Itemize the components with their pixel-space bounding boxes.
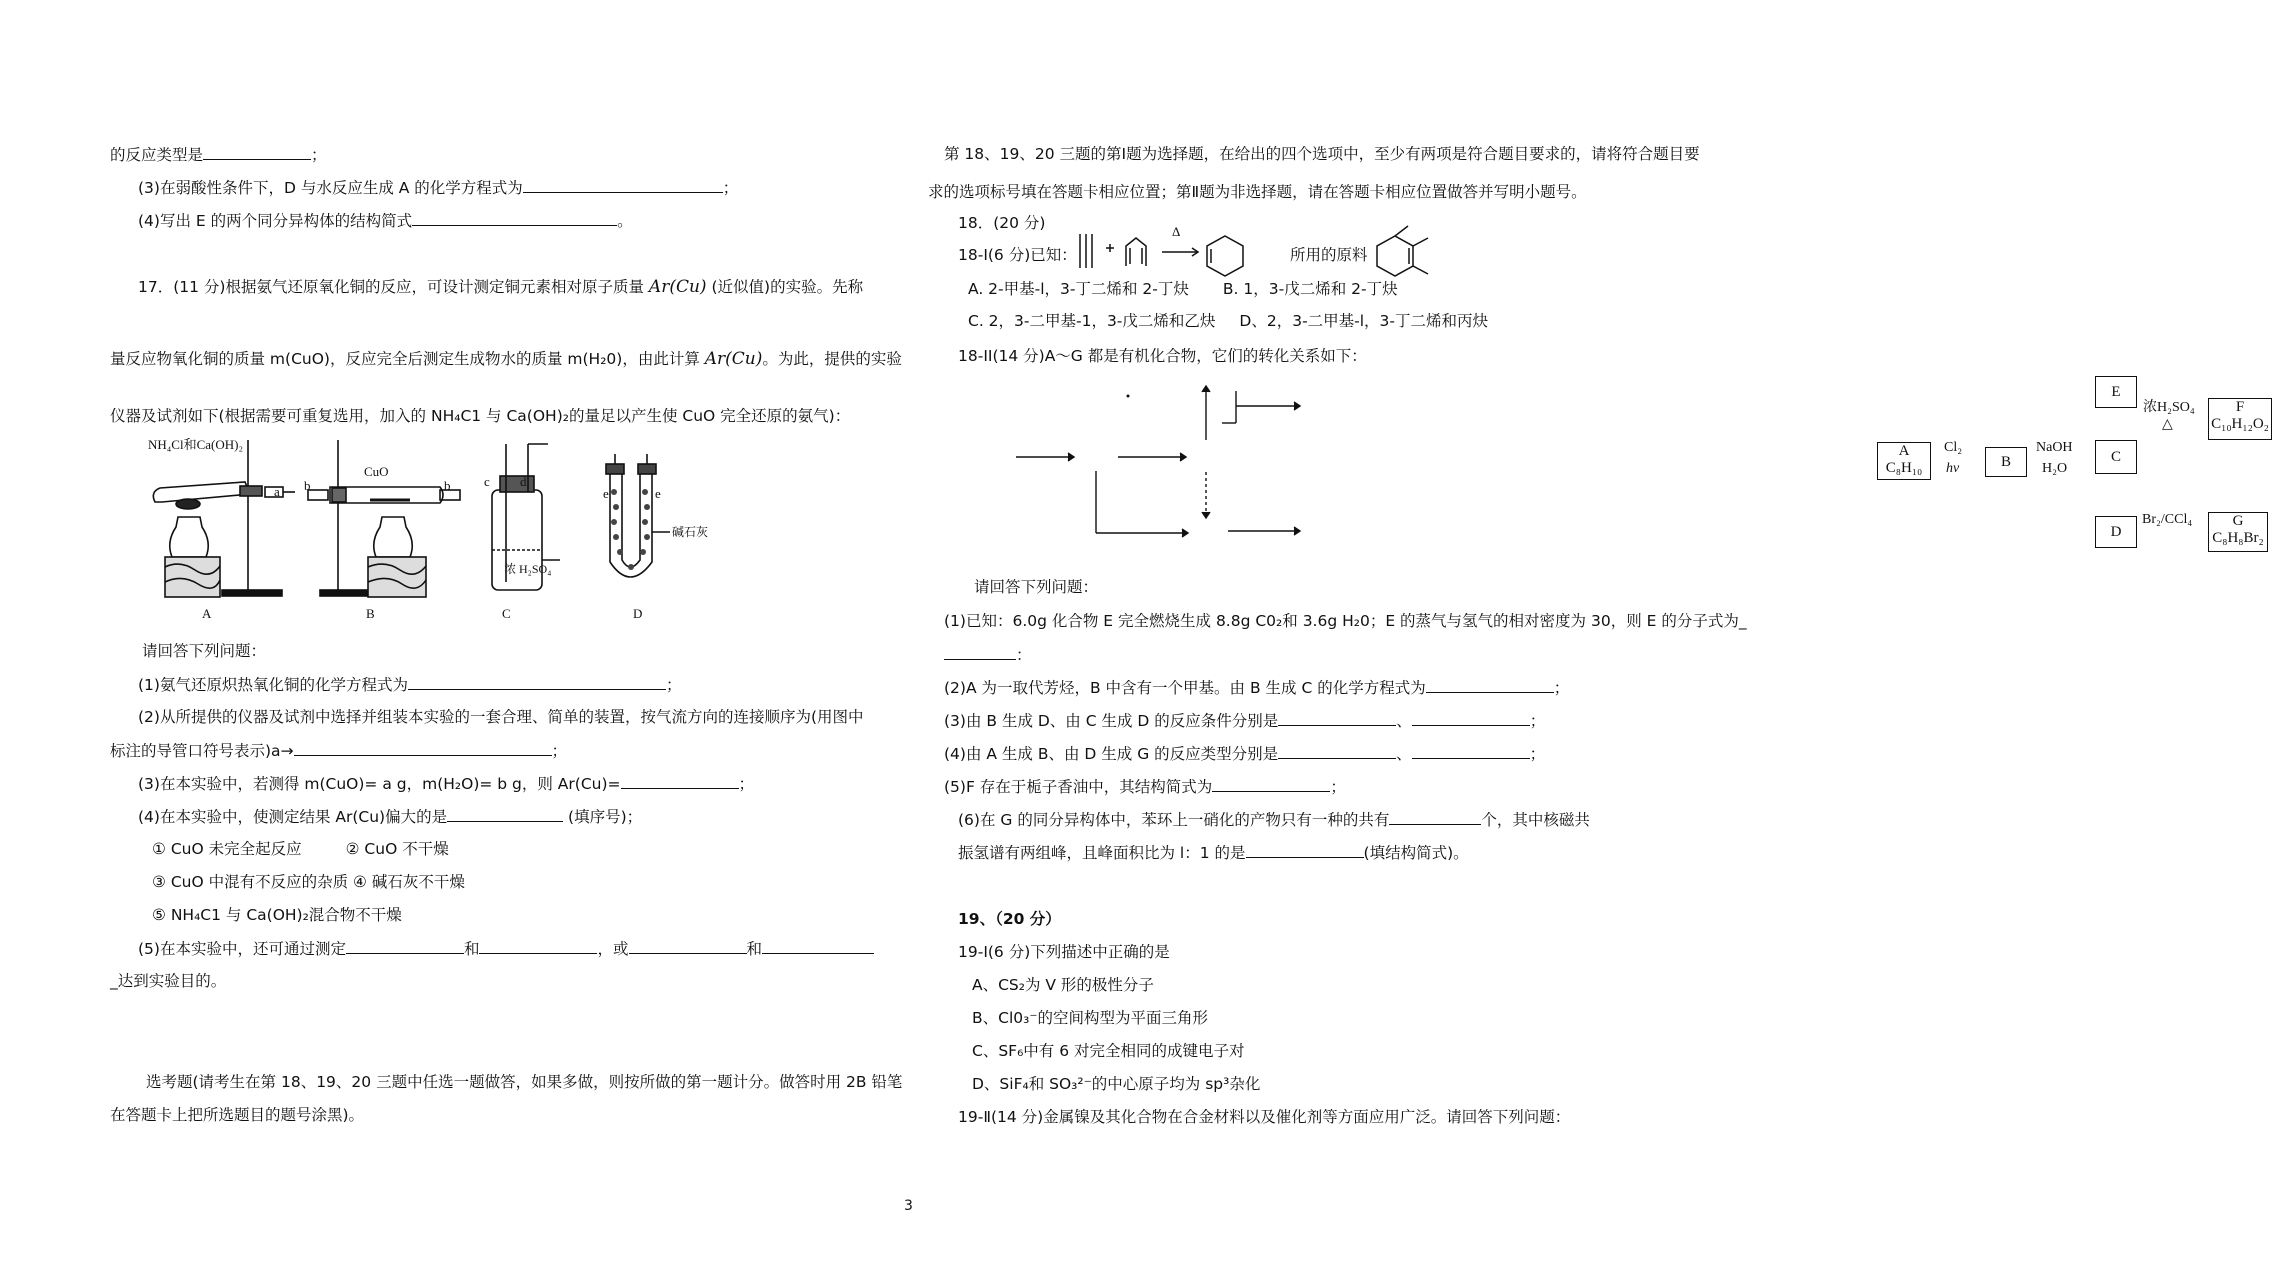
text-line: (2)A 为一取代芳烃，B 中含有一个甲基。由 B 生成 C 的化学方程式为 ； xyxy=(944,676,1569,699)
figure-label: a xyxy=(274,484,280,499)
flow-condition: hv xyxy=(1946,461,1960,476)
text-line: 请回答下列问题： xyxy=(142,642,267,660)
flow-condition: 浓H₂SO₄ xyxy=(2143,400,2195,415)
figure-label: b xyxy=(304,478,311,493)
figure-caption: B xyxy=(366,606,375,621)
answer-blank xyxy=(621,772,739,789)
figure-caption: C xyxy=(502,606,511,621)
text-line: 18-I(6 分)已知： xyxy=(958,246,1077,264)
text-line: (5)在本实验中，还可通过测定 和 ，或 和 xyxy=(138,937,874,960)
figure-label: 碱石灰 xyxy=(672,525,709,539)
answer-blank xyxy=(203,143,311,160)
flow-box-a: A C₈H₁₀ xyxy=(1877,442,1931,480)
question-19-title: 19、（20 分） xyxy=(958,910,1061,928)
figure-label: e xyxy=(603,486,609,501)
text-line: 在答题卡上把所选题目的题号涂黑)。 xyxy=(110,1106,365,1124)
question-17-intro: 17．(11 分)根据氨气还原氧化铜的反应，可设计测定铜元素相对原子质量 Ar(Cu) (近似值)的实验。先称 xyxy=(138,277,864,297)
figure-label: b xyxy=(444,478,451,493)
answer-blank xyxy=(1412,709,1530,726)
option-line: C. 2，3-二甲基-1，3-戊二烯和乙炔 D、2，3-二甲基-l，3-丁二烯和丙炔 xyxy=(968,312,1489,330)
answer-blank xyxy=(1412,742,1530,759)
text-line: 求的选项标号填在答题卡相应位置；第Ⅱ题为非选择题，请在答题卡相应位置做答并写明小题号。 xyxy=(928,183,1587,201)
figure-label: c xyxy=(484,474,490,489)
answer-blank xyxy=(1278,742,1396,759)
text-line: 18-II(14 分)A～G 都是有机化合物，它们的转化关系如下： xyxy=(958,347,1367,365)
text-line: (3)在弱酸性条件下，D 与水反应生成 A 的化学方程式为 ； xyxy=(138,176,738,199)
flow-box-d: D xyxy=(2095,516,2137,548)
figure-caption: A xyxy=(202,606,212,621)
answer-blank xyxy=(479,937,597,954)
answer-blank xyxy=(1212,775,1330,792)
text-line: 选考题(请考生在第 18、19、20 三题中任选一题做答，如果多做，则按所做的第一题计分。做答时用 2B 铅笔 xyxy=(146,1073,903,1091)
option-line: ⑤ NH₄C1 与 Ca(OH)₂混合物不干燥 xyxy=(152,906,402,924)
answer-blank xyxy=(523,176,723,193)
text-line: 仪器及试剂如下(根据需要可重复选用，加入的 NH₄C1 与 Ca(OH)₂的量足以产生使 CuO 完全还原的氨气)： xyxy=(110,407,851,425)
flow-condition: H₂O xyxy=(2042,461,2068,476)
figure-label: e xyxy=(655,486,661,501)
figure-label: NH₄Cl和Ca(OH)₂ xyxy=(148,437,243,452)
flow-condition: NaOH xyxy=(2036,440,2073,455)
text-line: 所用的原料 xyxy=(1290,246,1368,264)
figure-label: 浓 H₂SO₄ xyxy=(504,562,552,576)
flow-box-b: B xyxy=(1985,447,2027,477)
answer-blank xyxy=(1389,808,1481,825)
page-number: 3 xyxy=(904,1198,913,1214)
text-line: 振氢谱有两组峰，且峰面积比为 l：1 的是 (填结构简式)。 xyxy=(958,841,1469,864)
apparatus-figure xyxy=(140,432,700,627)
option-line: C、SF₆中有 6 对完全相同的成键电子对 xyxy=(972,1042,1245,1060)
text-line: 量反应物氧化铜的质量 m(CuO)，反应完全后测定生成物水的质量 m(H₂0)，由此计算 Ar(Cu)。为此，提供的实验 xyxy=(110,349,902,369)
flow-box-f: F C₁₀H₁₂O₂ xyxy=(2208,398,2272,440)
text-line: (3)由 B 生成 D、由 C 生成 D 的反应条件分别是 、 ； xyxy=(944,709,1545,732)
conversion-flow-diagram xyxy=(960,368,1320,558)
flow-condition: △ xyxy=(2162,417,2173,432)
text-line: 19-I(6 分)下列描述中正确的是 xyxy=(958,943,1170,961)
answer-blank xyxy=(412,209,617,226)
option-line: D、SiF₄和 SO₃²⁻的中心原子均为 sp³杂化 xyxy=(972,1075,1261,1093)
text-line: _达到实验目的。 xyxy=(110,972,227,990)
question-18-title: 18．(20 分) xyxy=(958,214,1046,232)
flow-condition: Cl₂ xyxy=(1944,440,1963,455)
diels-alder-reaction xyxy=(1070,222,1450,282)
figure-label: d xyxy=(520,474,527,489)
text-line: (3)在本实验中，若测得 m(CuO)= a g，m(H₂O)= b g，则 Ar(Cu)= ； xyxy=(138,772,754,795)
flow-box-c: C xyxy=(2095,440,2137,474)
answer-blank xyxy=(346,937,464,954)
text-line: (2)从所提供的仪器及试剂中选择并组装本实验的一套合理、简单的装置，按气流方向的连接顺序为(用图中 xyxy=(138,708,864,726)
answer-blank xyxy=(294,739,552,756)
option-line: ① CuO 未完全起反应 ② CuO 不干燥 xyxy=(152,840,449,858)
flow-condition: Br₂/CCl₄ xyxy=(2142,512,2193,527)
option-line: A、CS₂为 V 形的极性分子 xyxy=(972,976,1154,994)
text-line: (4)在本实验中，使测定结果 Ar(Cu)偏大的是 (填序号)； xyxy=(138,805,642,828)
text-line: (1)氨气还原炽热氧化铜的化学方程式为 ； xyxy=(138,673,681,696)
answer-blank xyxy=(1426,676,1554,693)
option-line: A. 2-甲基-l，3-丁二烯和 2-丁炔 B. 1，3-戊二烯和 2-丁炔 xyxy=(968,280,1398,298)
figure-label: CuO xyxy=(364,464,389,479)
text-line: 19-Ⅱ(14 分)金属镍及其化合物在合金材料以及催化剂等方面应用广泛。请回答下列问题： xyxy=(958,1108,1571,1126)
text-line: 第 18、19、20 三题的第Ⅰ题为选择题，在给出的四个选项中，至少有两项是符合题目要求的，请将符合题目要 xyxy=(944,145,1700,163)
option-line: B、Cl0₃⁻的空间构型为平面三角形 xyxy=(972,1009,1209,1027)
answer-blank xyxy=(1246,841,1364,858)
text-line: ： xyxy=(944,643,1032,666)
text-line: 的反应类型是 ； xyxy=(110,143,327,166)
text-line: (5)F 存在于栀子香油中，其结构简式为 ； xyxy=(944,775,1346,798)
answer-blank xyxy=(408,673,666,690)
text-line: (1)已知：6.0g 化合物 E 完全燃烧生成 8.8g C0₂和 3.6g H₂0；E 的蒸气与氢气的相对密度为 30，则 E 的分子式为_ xyxy=(944,612,1747,630)
text-line: 请回答下列问题： xyxy=(974,578,1099,596)
answer-blank xyxy=(944,643,1016,660)
text-line: 标注的导管口符号表示)a→ ； xyxy=(110,739,567,762)
option-line: ③ CuO 中混有不反应的杂质 ④ 碱石灰不干燥 xyxy=(152,873,465,891)
text-line: (4)由 A 生成 B、由 D 生成 G 的反应类型分别是 、 ； xyxy=(944,742,1545,765)
text-line: (4)写出 E 的两个同分异构体的结构简式 。 xyxy=(138,209,633,232)
answer-blank xyxy=(447,805,563,822)
figure-caption: D xyxy=(633,606,643,621)
flow-box-g: G C₈H₈Br₂ xyxy=(2208,512,2268,552)
answer-blank xyxy=(629,937,747,954)
text-line: (6)在 G 的同分异构体中，苯环上一硝化的产物只有一种的共有 个，其中核磁共 xyxy=(958,808,1590,831)
answer-blank xyxy=(762,937,874,954)
delta-symbol: Δ xyxy=(1172,224,1181,239)
answer-blank xyxy=(1278,709,1396,726)
flow-box-e: E xyxy=(2095,376,2137,408)
